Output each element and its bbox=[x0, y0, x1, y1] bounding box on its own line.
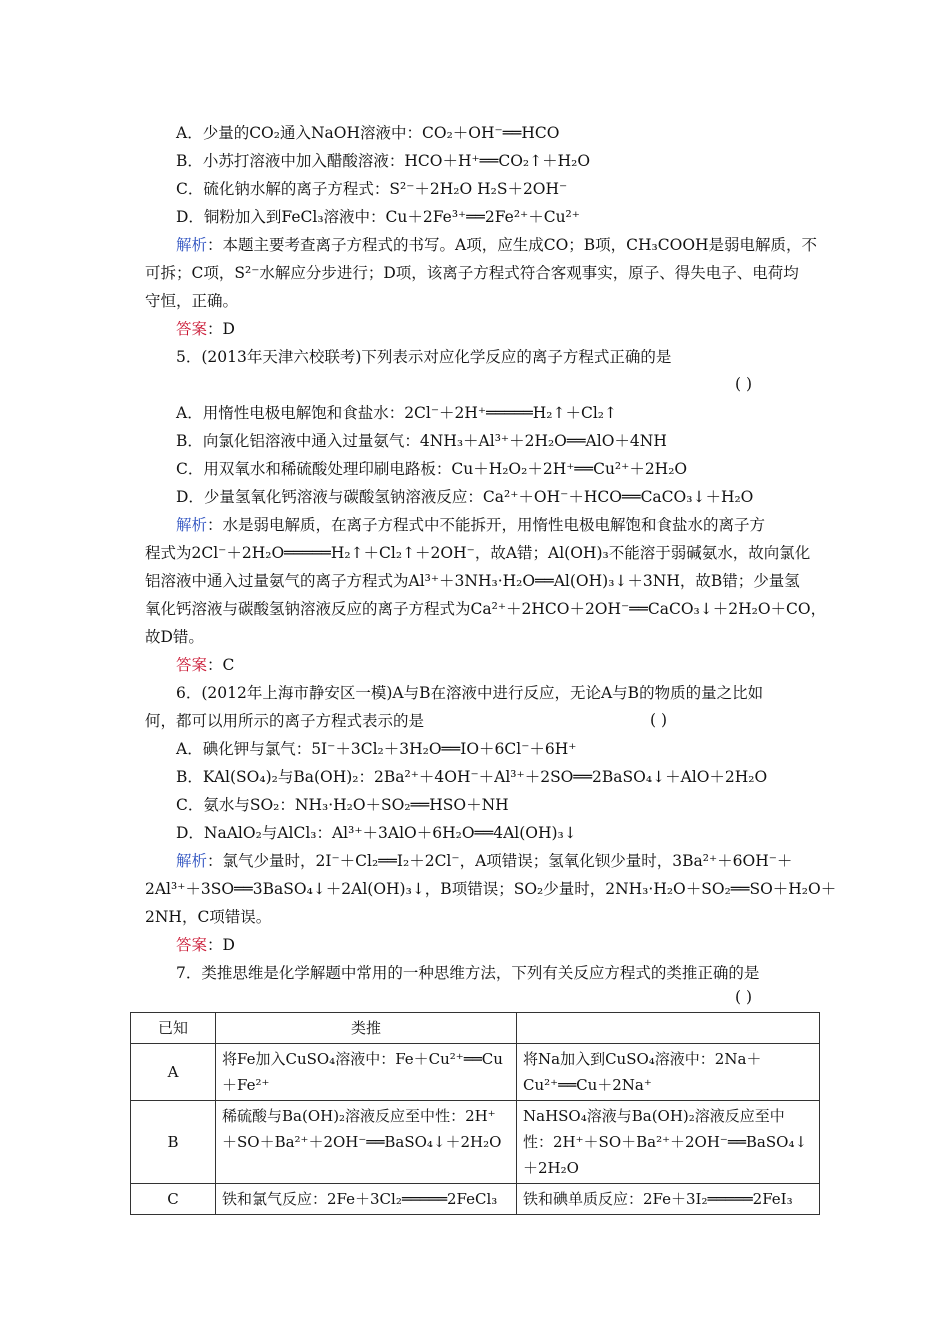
q5-answer: 答案：C bbox=[176, 656, 235, 674]
q6-analysis-line-3: 2NH，C项错误。 bbox=[145, 908, 272, 926]
q5-option-c: C．用双氧水和稀硫酸处理印刷电路板：Cu＋H₂O₂＋2H⁺══Cu²⁺＋2H₂O bbox=[176, 460, 688, 478]
table-header-row bbox=[131, 1013, 820, 1044]
table-cell-analogy: 将Na加入到CuSO₄溶液中：2Na＋Cu²⁺══Cu＋2Na⁺ bbox=[517, 1044, 820, 1101]
q4-option-d: D．铜粉加入到FeCl₃溶液中：Cu＋2Fe³⁺══2Fe²⁺＋Cu²⁺ bbox=[176, 208, 580, 226]
q5-analysis-line-2: 程式为2Cl⁻＋2H₂O═════H₂↑＋Cl₂↑＋2OH⁻，故A错；Al(OH)₃不能溶于弱碱氨水，故向氯化 bbox=[145, 544, 811, 562]
q4-option-a: A．少量的CO₂通入NaOH溶液中：CO₂＋OH⁻══HCO bbox=[176, 124, 560, 142]
q5-option-b: B．向氯化铝溶液中通入过量氨气：4NH₃＋Al³⁺＋2H₂O══AlO＋4NH bbox=[176, 432, 667, 450]
table-cell-key: A bbox=[131, 1044, 216, 1101]
q7-stem: 7．类推思维是化学解题中常用的一种思维方法，下列有关反应方程式的类推正确的是 bbox=[176, 964, 760, 982]
table-cell-key: C bbox=[131, 1184, 216, 1215]
q6-stem-line-1: 6．(2012年上海市静安区一模)A与B在溶液中进行反应，无论A与B的物质的量之比如 bbox=[176, 684, 764, 702]
q6-option-d: D．NaAlO₂与AlCl₃：Al³⁺＋3AlO＋6H₂O══4Al(OH)₃↓ bbox=[176, 824, 577, 842]
answer-label: 答案 bbox=[176, 936, 208, 954]
table-cell-analogy: NaHSO₄溶液与Ba(OH)₂溶液反应至中性：2H⁺＋SO＋Ba²⁺＋2OH⁻══BaSO₄↓＋2H₂O bbox=[517, 1101, 820, 1184]
table-row bbox=[131, 1044, 820, 1101]
q5-analysis-line-3: 铝溶液中通入过量氨气的离子方程式为Al³⁺＋3NH₃·H₂O══Al(OH)₃↓＋3NH，故B错；少量氢 bbox=[145, 572, 800, 590]
q6-option-c: C．氨水与SO₂：NH₃·H₂O＋SO₂══HSO＋NH bbox=[176, 796, 509, 814]
q6-analysis-line-2: 2Al³⁺＋3SO══3BaSO₄↓＋2Al(OH)₃↓，B项错误；SO₂少量时，2NH₃·H₂O＋SO₂══SO＋H₂O＋ bbox=[145, 880, 837, 898]
table-cell-analogy: 铁和碘单质反应：2Fe＋3I₂═════2FeI₃ bbox=[517, 1184, 820, 1215]
analysis-label: 解析 bbox=[176, 852, 208, 870]
q5-analysis-line-4: 氧化钙溶液与碳酸氢钠溶液反应的离子方程式为Ca²⁺＋2HCO＋2OH⁻══CaCO₃↓＋2H₂O＋CO， bbox=[145, 600, 827, 618]
q5-analysis-line-5: 故D错。 bbox=[145, 628, 204, 646]
q5-option-a: A．用惰性电极电解饱和食盐水：2Cl⁻＋2H⁺═════H₂↑＋Cl₂↑ bbox=[176, 404, 618, 422]
analysis-label: 解析 bbox=[176, 236, 208, 254]
q5-analysis-line-1: 解析：水是弱电解质，在离子方程式中不能拆开，用惰性电极电解饱和食盐水的离子方 bbox=[176, 516, 766, 534]
q4-option-b: B．小苏打溶液中加入醋酸溶液：HCO＋H⁺══CO₂↑＋H₂O bbox=[176, 152, 591, 170]
table-cell-known: 将Fe加入CuSO₄溶液中：Fe＋Cu²⁺══Cu＋Fe²⁺ bbox=[216, 1044, 517, 1101]
table-header-known: 已知 bbox=[131, 1013, 216, 1044]
q5-option-d: D．少量氢氧化钙溶液与碳酸氢钠溶液反应：Ca²⁺＋OH⁻＋HCO══CaCO₃↓＋H₂O bbox=[176, 488, 754, 506]
q7-answer-bracket: ( ) bbox=[735, 988, 753, 1006]
table-row bbox=[131, 1101, 820, 1184]
q4-analysis-line-1: 解析：本题主要考查离子方程式的书写。A项，应生成CO；B项，CH₃COOH是弱电解质，不 bbox=[176, 236, 818, 254]
analogy-table bbox=[130, 1012, 820, 1215]
table-cell-known: 稀硫酸与Ba(OH)₂溶液反应至中性：2H⁺＋SO＋Ba²⁺＋2OH⁻══BaSO₄↓＋2H₂O bbox=[216, 1101, 517, 1184]
answer-label: 答案 bbox=[176, 656, 208, 674]
q6-option-b: B．KAl(SO₄)₂与Ba(OH)₂：2Ba²⁺＋4OH⁻＋Al³⁺＋2SO══2BaSO₄↓＋AlO＋2H₂O bbox=[176, 768, 768, 786]
q6-analysis-line-1: 解析：氯气少量时，2I⁻＋Cl₂══I₂＋2Cl⁻，A项错误；氢氧化钡少量时，3Ba²⁺＋6OH⁻＋ bbox=[176, 852, 793, 870]
analysis-label: 解析 bbox=[176, 516, 208, 534]
answer-label: 答案 bbox=[176, 320, 208, 338]
q6-answer: 答案：D bbox=[176, 936, 235, 954]
q6-option-a: A．碘化钾与氯气：5I⁻＋3Cl₂＋3H₂O══IO＋6Cl⁻＋6H⁺ bbox=[176, 740, 577, 758]
q6-answer-bracket: ( ) bbox=[650, 711, 668, 729]
q4-option-c: C．硫化钠水解的离子方程式：S²⁻＋2H₂O H₂S＋2OH⁻ bbox=[176, 180, 568, 198]
table-header-analogy: 类推 bbox=[216, 1013, 517, 1044]
table-header-blank bbox=[517, 1013, 820, 1044]
q5-stem: 5．(2013年天津六校联考)下列表示对应化学反应的离子方程式正确的是 bbox=[176, 348, 672, 366]
q5-answer-bracket: ( ) bbox=[735, 375, 753, 393]
q4-analysis-line-2: 可拆；C项，S²⁻水解应分步进行；D项，该离子方程式符合客观事实，原子、得失电子、电荷均 bbox=[145, 264, 799, 282]
table-row bbox=[131, 1184, 820, 1215]
q4-answer: 答案：D bbox=[176, 320, 235, 338]
table-cell-key: B bbox=[131, 1101, 216, 1184]
q6-stem-line-2: 何，都可以用所示的离子方程式表示的是 bbox=[145, 712, 425, 730]
q4-analysis-line-3: 守恒，正确。 bbox=[145, 292, 239, 310]
table-cell-known: 铁和氯气反应：2Fe＋3Cl₂═════2FeCl₃ bbox=[216, 1184, 517, 1215]
